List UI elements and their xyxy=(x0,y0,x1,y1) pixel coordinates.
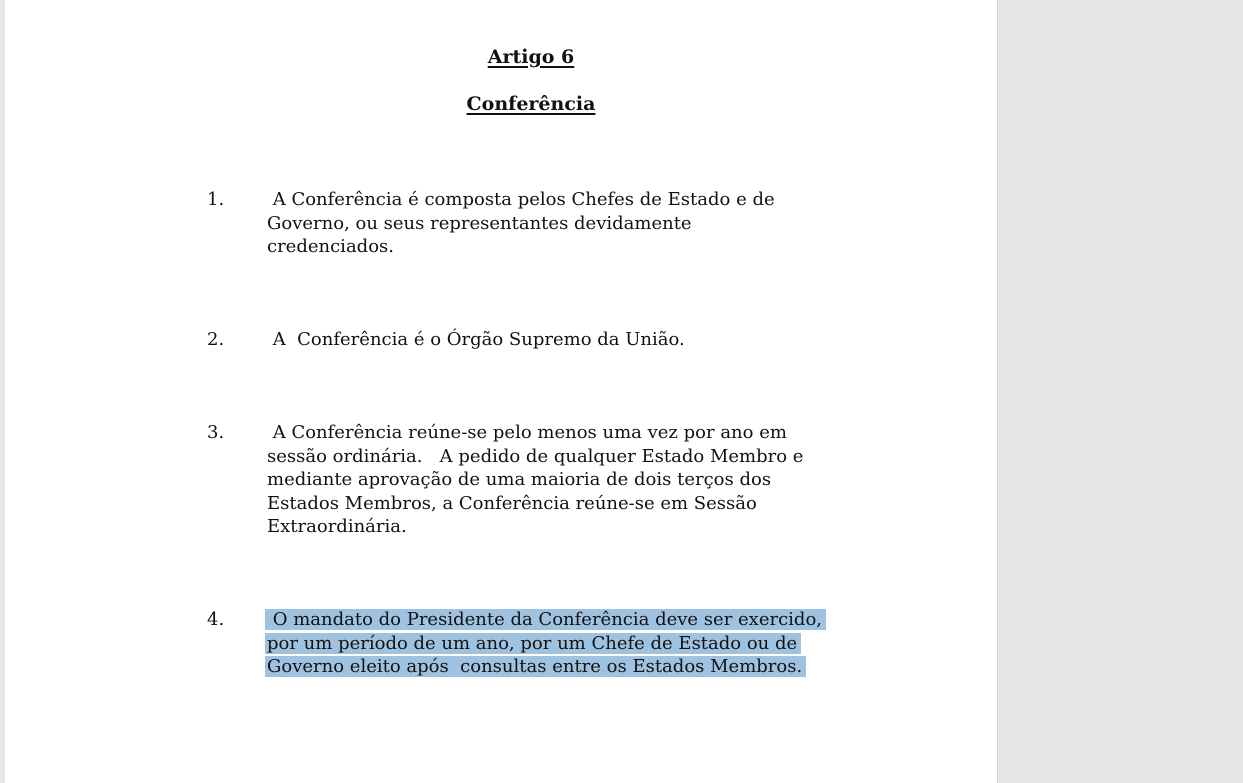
paragraph-line: Extraordinária. xyxy=(267,516,407,537)
item-number: 4. xyxy=(207,609,225,630)
item-number: 1. xyxy=(207,189,225,210)
item-number: 2. xyxy=(207,329,225,350)
article-title: Artigo 6 xyxy=(487,46,575,68)
selected-text-line[interactable]: Governo eleito após consultas entre os Estados Membros. xyxy=(265,656,806,677)
paragraph-line: Governo, ou seus representantes devidamente xyxy=(267,212,692,234)
paragraph-1[interactable] xyxy=(267,188,887,259)
paragraph-line: A Conferência é composta pelos Chefes de Estado e de xyxy=(267,189,775,210)
item-number: 3. xyxy=(207,422,225,443)
paragraph-line: credenciados. xyxy=(267,236,394,257)
paragraph-4-selected[interactable] xyxy=(267,608,887,679)
paragraph-3[interactable] xyxy=(267,421,887,539)
paragraph-line: sessão ordinária. A pedido de qualquer Estado Membro e xyxy=(267,445,804,467)
page-edge xyxy=(997,0,998,783)
paragraph-line: Estados Membros, a Conferência reúne-se em Sessão xyxy=(267,492,757,514)
selected-text-line[interactable]: O mandato do Presidente da Conferência deve ser exercido, xyxy=(265,609,826,630)
paragraph-2[interactable] xyxy=(267,328,887,352)
section-title: Conferência xyxy=(466,93,596,115)
paragraph-line: A Conferência reúne-se pelo menos uma vez por ano em xyxy=(267,422,787,443)
selected-text-line[interactable]: por um período de um ano, por um Chefe de Estado ou de xyxy=(265,633,801,654)
paragraph-line: A Conferência é o Órgão Supremo da União. xyxy=(267,329,685,350)
paragraph-line: mediante aprovação de uma maioria de dois terços dos xyxy=(267,469,772,490)
